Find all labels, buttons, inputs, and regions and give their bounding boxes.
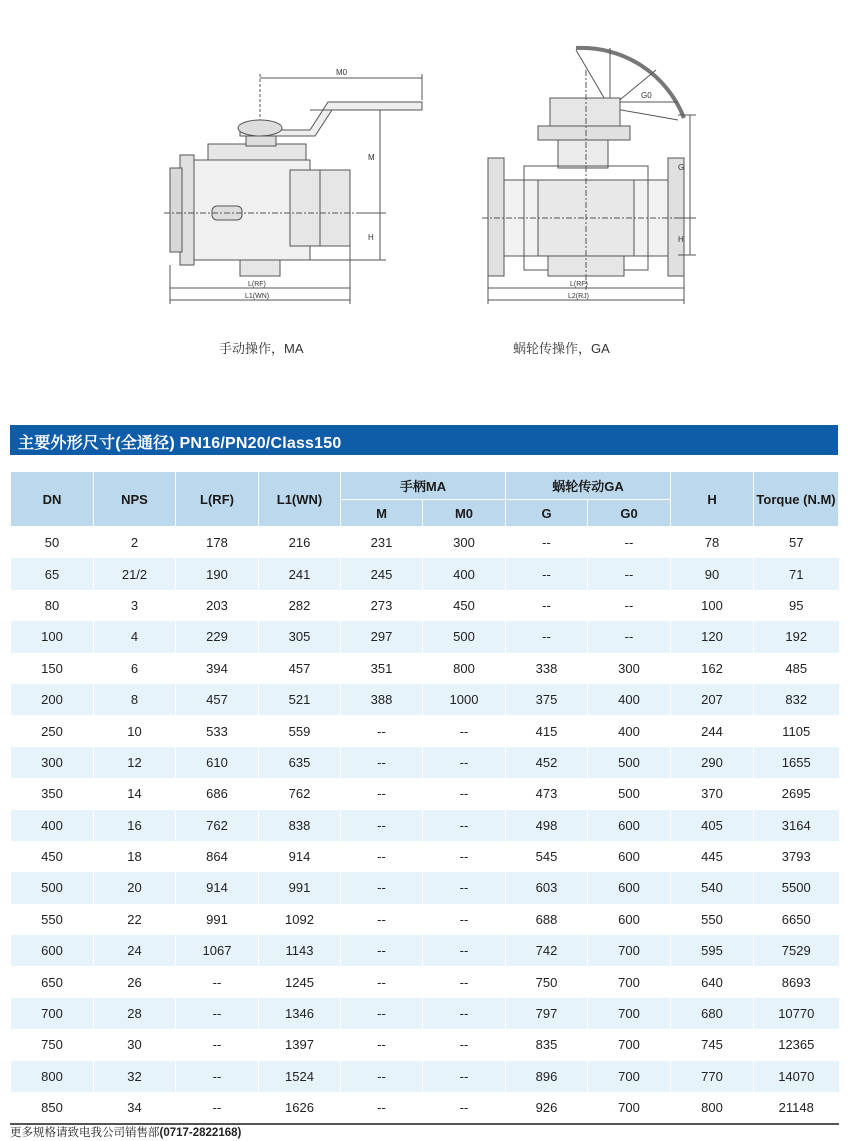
table-cell: 914 [176, 872, 259, 903]
table-cell: 300 [588, 653, 671, 684]
table-cell: 610 [176, 747, 259, 778]
table-cell: 1626 [259, 1092, 341, 1124]
caption-gear-operation: 蜗轮传操作，GA [513, 341, 610, 356]
table-cell: 500 [11, 872, 94, 903]
table-cell: 10770 [754, 998, 839, 1029]
table-cell: -- [341, 904, 423, 935]
header-handle-group: 手柄MA [341, 472, 506, 500]
table-cell: 1245 [259, 966, 341, 997]
table-cell: 415 [506, 715, 588, 746]
table-cell: -- [423, 935, 506, 966]
table-cell: 3164 [754, 810, 839, 841]
table-cell: 120 [671, 621, 754, 652]
table-row [11, 527, 839, 559]
header-m: M [341, 500, 423, 527]
table-cell: 216 [259, 527, 341, 559]
table-cell: 500 [588, 778, 671, 809]
table-cell: 400 [588, 684, 671, 715]
table-cell: 351 [341, 653, 423, 684]
dim-l1-wn-label: L1(WN) [245, 293, 270, 300]
valve-drawing-gear [478, 30, 708, 320]
table-cell: -- [176, 1092, 259, 1124]
table-cell: -- [176, 966, 259, 997]
table-cell: 400 [11, 810, 94, 841]
table-cell: -- [423, 1061, 506, 1092]
table-cell: 370 [671, 778, 754, 809]
table-cell: -- [176, 1029, 259, 1060]
table-cell: 450 [11, 841, 94, 872]
table-cell: 1397 [259, 1029, 341, 1060]
table-cell: 282 [259, 590, 341, 621]
table-cell: 26 [94, 966, 176, 997]
table-cell: 12365 [754, 1029, 839, 1060]
table-cell: 864 [176, 841, 259, 872]
table-cell: 797 [506, 998, 588, 1029]
table-cell: 550 [11, 904, 94, 935]
table-cell: -- [423, 841, 506, 872]
table-cell: 350 [11, 778, 94, 809]
valve-drawing-manual [160, 60, 450, 320]
table-cell: -- [423, 1029, 506, 1060]
table-cell: 90 [671, 558, 754, 589]
table-cell: 178 [176, 527, 259, 559]
table-cell: 405 [671, 810, 754, 841]
table-cell: 700 [588, 1029, 671, 1060]
table-cell: 742 [506, 935, 588, 966]
dim-l2-rj-label: L2(RJ) [568, 293, 590, 300]
table-cell: -- [588, 558, 671, 589]
table-cell: 450 [423, 590, 506, 621]
table-cell: 8693 [754, 966, 839, 997]
table-cell: -- [423, 904, 506, 935]
table-cell: -- [341, 998, 423, 1029]
table-cell: 8 [94, 684, 176, 715]
table-cell: 338 [506, 653, 588, 684]
table-cell: 500 [588, 747, 671, 778]
header-h: H [671, 472, 754, 527]
table-cell: 290 [671, 747, 754, 778]
table-cell: 297 [341, 621, 423, 652]
table-cell: 245 [341, 558, 423, 589]
header-l-rf: L(RF) [176, 472, 259, 527]
table-cell: 991 [176, 904, 259, 935]
table-cell: 770 [671, 1061, 754, 1092]
table-cell: -- [341, 1092, 423, 1124]
table-cell: 686 [176, 778, 259, 809]
table-row [11, 904, 839, 935]
table-cell: 600 [588, 810, 671, 841]
table-cell: 2695 [754, 778, 839, 809]
table-cell: -- [506, 590, 588, 621]
header-m0: M0 [423, 500, 506, 527]
table-cell: 100 [11, 621, 94, 652]
header-nps: NPS [94, 472, 176, 527]
table-cell: 100 [671, 590, 754, 621]
table-cell: 10 [94, 715, 176, 746]
table-cell: 12 [94, 747, 176, 778]
table-cell: -- [176, 1061, 259, 1092]
table-cell: -- [423, 778, 506, 809]
table-cell: 745 [671, 1029, 754, 1060]
table-cell: 400 [588, 715, 671, 746]
table-cell: 50 [11, 527, 94, 559]
table-cell: 635 [259, 747, 341, 778]
header-torque: Torque (N.M) [754, 472, 839, 527]
header-g: G [506, 500, 588, 527]
table-cell: -- [341, 872, 423, 903]
table-cell: 16 [94, 810, 176, 841]
table-cell: 700 [588, 1061, 671, 1092]
table-cell: -- [423, 715, 506, 746]
table-cell: 550 [671, 904, 754, 935]
table-cell: 533 [176, 715, 259, 746]
table-cell: 600 [11, 935, 94, 966]
table-cell: -- [341, 810, 423, 841]
table-cell: 896 [506, 1061, 588, 1092]
table-cell: 762 [259, 778, 341, 809]
table-cell: -- [423, 1092, 506, 1124]
header-gear-group: 蜗轮传动GA [506, 472, 671, 500]
table-cell: 18 [94, 841, 176, 872]
table-cell: 34 [94, 1092, 176, 1124]
table-cell: -- [341, 966, 423, 997]
table-cell: 200 [11, 684, 94, 715]
table-cell: 30 [94, 1029, 176, 1060]
table-cell: 394 [176, 653, 259, 684]
caption-manual-operation: 手动操作，MA [219, 341, 304, 356]
table-row [11, 590, 839, 621]
footer-text: 更多规格请致电我公司销售部 [10, 1127, 160, 1139]
table-cell: 640 [671, 966, 754, 997]
table-cell: 991 [259, 872, 341, 903]
section-title: 主要外形尺寸(全通径) PN16/PN20/Class150 [18, 435, 342, 452]
table-cell: -- [506, 558, 588, 589]
footer-phone: (0717-2822168) [159, 1127, 242, 1139]
table-row [11, 966, 839, 997]
header-dn: DN [11, 472, 94, 527]
table-cell: 800 [671, 1092, 754, 1124]
table-cell: -- [423, 966, 506, 997]
table-row [11, 621, 839, 652]
table-cell: 835 [506, 1029, 588, 1060]
footer-note [10, 1124, 241, 1140]
table-cell: -- [341, 1029, 423, 1060]
table-cell: 20 [94, 872, 176, 903]
table-cell: -- [423, 998, 506, 1029]
table-cell: 28 [94, 998, 176, 1029]
table-cell: 1105 [754, 715, 839, 746]
table-row [11, 684, 839, 715]
header-l1-wn: L1(WN) [259, 472, 341, 527]
table-cell: 603 [506, 872, 588, 903]
table-cell: 5500 [754, 872, 839, 903]
table-cell: 1346 [259, 998, 341, 1029]
table-cell: 241 [259, 558, 341, 589]
table-cell: -- [341, 778, 423, 809]
table-cell: 926 [506, 1092, 588, 1124]
table-cell: -- [176, 998, 259, 1029]
table-cell: 750 [11, 1029, 94, 1060]
table-cell: 150 [11, 653, 94, 684]
table-cell: 400 [423, 558, 506, 589]
table-cell: 300 [11, 747, 94, 778]
dim-g0-label: G0 [641, 91, 652, 100]
table-cell: 95 [754, 590, 839, 621]
table-cell: 500 [423, 621, 506, 652]
table-cell: 300 [423, 527, 506, 559]
table-cell: 32 [94, 1061, 176, 1092]
table-cell: 559 [259, 715, 341, 746]
table-cell: 190 [176, 558, 259, 589]
table-cell: 65 [11, 558, 94, 589]
table-cell: -- [506, 621, 588, 652]
table-cell: 650 [11, 966, 94, 997]
table-cell: -- [423, 747, 506, 778]
table-body [11, 527, 839, 1125]
table-cell: 452 [506, 747, 588, 778]
table-cell: 2 [94, 527, 176, 559]
table-cell: 57 [754, 527, 839, 559]
dim-h-label: H [678, 235, 684, 244]
table-cell: 545 [506, 841, 588, 872]
table-cell: 680 [671, 998, 754, 1029]
table-cell: 78 [671, 527, 754, 559]
table-cell: 1524 [259, 1061, 341, 1092]
dim-l-rf-label: L(RF) [248, 281, 266, 288]
table-cell: 688 [506, 904, 588, 935]
table-cell: -- [341, 715, 423, 746]
table-cell: 800 [11, 1061, 94, 1092]
table-cell: -- [341, 1061, 423, 1092]
table-row [11, 998, 839, 1029]
table-cell: 192 [754, 621, 839, 652]
dim-m0-label: M0 [336, 68, 348, 77]
table-cell: 473 [506, 778, 588, 809]
table-row [11, 558, 839, 589]
table-row [11, 810, 839, 841]
table-cell: 595 [671, 935, 754, 966]
table-cell: 7529 [754, 935, 839, 966]
table-cell: 800 [423, 653, 506, 684]
table-cell: 6650 [754, 904, 839, 935]
table-row [11, 715, 839, 746]
table-row [11, 747, 839, 778]
table-cell: 1000 [423, 684, 506, 715]
table-cell: 388 [341, 684, 423, 715]
table-cell: 700 [588, 1092, 671, 1124]
table-cell: 540 [671, 872, 754, 903]
table-cell: 762 [176, 810, 259, 841]
table-cell: -- [341, 841, 423, 872]
table-cell: 700 [588, 998, 671, 1029]
table-cell: -- [423, 810, 506, 841]
table-cell: 600 [588, 872, 671, 903]
table-cell: 24 [94, 935, 176, 966]
table-cell: 3 [94, 590, 176, 621]
dim-h-label: H [368, 233, 374, 242]
table-cell: 305 [259, 621, 341, 652]
table-row [11, 935, 839, 966]
table-cell: 750 [506, 966, 588, 997]
table-cell: -- [341, 747, 423, 778]
section-title-bar [10, 425, 838, 455]
table-cell: 445 [671, 841, 754, 872]
table-cell: 14 [94, 778, 176, 809]
table-cell: 600 [588, 904, 671, 935]
table-cell: 457 [176, 684, 259, 715]
table-cell: 231 [341, 527, 423, 559]
table-cell: 1655 [754, 747, 839, 778]
table-cell: 250 [11, 715, 94, 746]
table-cell: 485 [754, 653, 839, 684]
table-cell: 498 [506, 810, 588, 841]
table-cell: 14070 [754, 1061, 839, 1092]
table-cell: 4 [94, 621, 176, 652]
table-cell: 832 [754, 684, 839, 715]
table-cell: -- [506, 527, 588, 559]
table-cell: 521 [259, 684, 341, 715]
table-row [11, 1092, 839, 1124]
table-cell: 229 [176, 621, 259, 652]
table-cell: 1143 [259, 935, 341, 966]
table-cell: 700 [588, 966, 671, 997]
table-cell: 80 [11, 590, 94, 621]
table-cell: 273 [341, 590, 423, 621]
table-cell: -- [588, 621, 671, 652]
table-row [11, 653, 839, 684]
table-cell: -- [588, 527, 671, 559]
table-cell: 71 [754, 558, 839, 589]
table-cell: 700 [588, 935, 671, 966]
table-cell: 457 [259, 653, 341, 684]
table-cell: 700 [11, 998, 94, 1029]
dimension-table [10, 471, 839, 1125]
table-cell: 850 [11, 1092, 94, 1124]
table-cell: 838 [259, 810, 341, 841]
table-cell: 3793 [754, 841, 839, 872]
table-row [11, 778, 839, 809]
table-cell: 203 [176, 590, 259, 621]
table-cell: -- [341, 935, 423, 966]
table-row [11, 1061, 839, 1092]
dim-g-label: G [678, 163, 685, 172]
header-g0: G0 [588, 500, 671, 527]
table-cell: 162 [671, 653, 754, 684]
table-cell: 21/2 [94, 558, 176, 589]
table-row [11, 872, 839, 903]
table-cell: 375 [506, 684, 588, 715]
table-cell: 207 [671, 684, 754, 715]
table-cell: 914 [259, 841, 341, 872]
table-cell: 6 [94, 653, 176, 684]
table-row [11, 841, 839, 872]
table-cell: 21148 [754, 1092, 839, 1124]
table-row [11, 1029, 839, 1060]
table-cell: 22 [94, 904, 176, 935]
table-cell: 244 [671, 715, 754, 746]
table-cell: 1092 [259, 904, 341, 935]
table-cell: -- [423, 872, 506, 903]
table-cell: 600 [588, 841, 671, 872]
table-cell: 1067 [176, 935, 259, 966]
dim-m-label: M [368, 153, 375, 162]
table-cell: -- [588, 590, 671, 621]
dim-l-rf-label: L(RF) [570, 281, 588, 288]
